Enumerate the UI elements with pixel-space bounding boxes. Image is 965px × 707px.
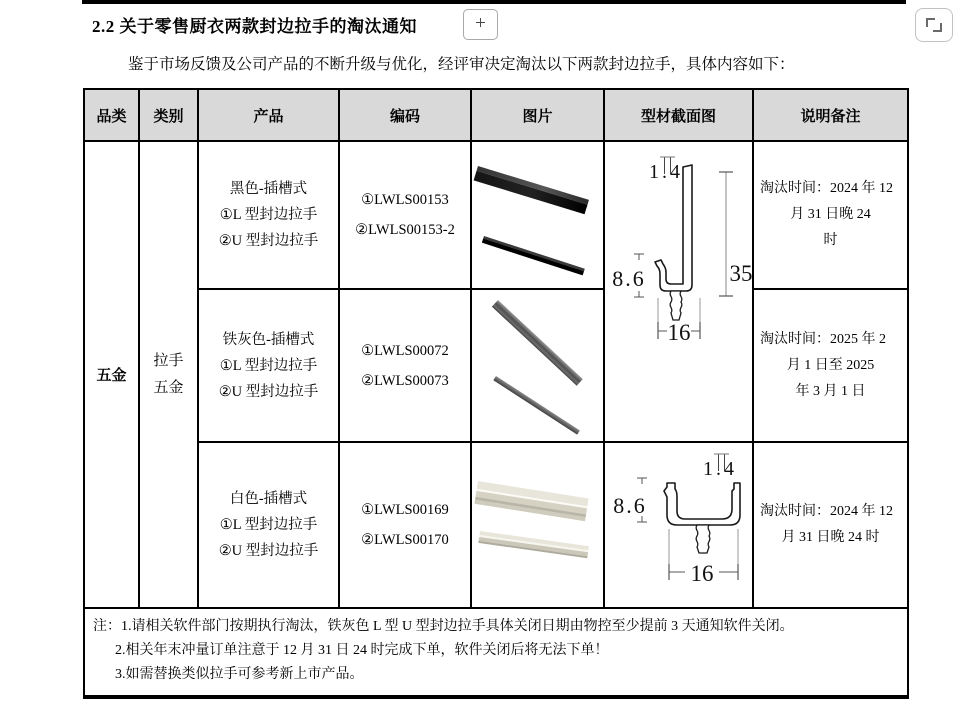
note-line: 2.相关年末冲量订单注意于 12 月 31 日 24 时完成下单，软件关闭后将无法下单！ — [115, 643, 609, 658]
notes-row — [84, 608, 908, 697]
remark-line: 淘汰时间：2024 年 12 — [760, 504, 893, 519]
u-profile-outline — [664, 483, 740, 525]
product-line: ②U 型封边拉手 — [218, 233, 319, 249]
remark-cell-black — [753, 141, 908, 289]
remark-cell-white — [753, 442, 908, 608]
remark-line: 月 31 日晚 24 — [790, 207, 871, 222]
u-profile-cross-section-diagram — [605, 445, 753, 605]
code-line: ①LWLS00153 — [361, 192, 449, 208]
obsolete-handles-table — [83, 88, 909, 699]
product-photo-white-u-handle — [478, 531, 589, 558]
code-line: ②LWLS00073 — [361, 372, 449, 389]
remark-line: 淘汰时间：2025 年 2 — [760, 331, 886, 347]
type-line: 拉手 — [153, 352, 184, 369]
section-cell-u-profile — [604, 442, 753, 608]
intro-text: 鉴于市场反馈及公司产品的不断升级与优化，经评审决定淘汰以下两款封边拉手，具体内容如下： — [128, 56, 795, 73]
product-cell-gray — [198, 289, 339, 442]
dim-width: 16 — [667, 320, 691, 345]
product-line: ①L 型封边拉手 — [219, 517, 318, 533]
expand-button[interactable] — [915, 8, 953, 42]
dim-thickness: 1.4 — [703, 458, 737, 480]
product-line: ②U 型封边拉手 — [218, 383, 319, 400]
remark-cell-gray — [753, 289, 908, 442]
code-line: ②LWLS00170 — [361, 532, 449, 548]
remark-line: 时 — [823, 233, 838, 248]
table-row — [84, 289, 908, 442]
product-cell-white — [198, 442, 339, 608]
profile-barb-stem — [670, 291, 682, 320]
product-line: ②U 型封边拉手 — [218, 543, 319, 559]
notes-cell — [84, 608, 908, 697]
remark-line: 月 1 日至 2025 — [786, 357, 875, 373]
product-cell-black — [198, 141, 339, 289]
code-cell-white — [339, 442, 471, 608]
col-header-product: 产品 — [198, 89, 339, 141]
l-profile-outline — [655, 165, 692, 291]
product-photo-black-l-handle — [474, 166, 589, 214]
table-row — [84, 442, 908, 608]
product-photo-white-l-handle — [474, 481, 588, 521]
fullscreen-icon — [933, 23, 942, 32]
col-header-section: 型材截面图 — [604, 89, 753, 141]
image-cell-gray — [471, 289, 604, 442]
dim-hook: 8.6 — [613, 493, 647, 518]
code-cell-gray — [339, 289, 471, 442]
dim-height: 35 — [729, 261, 753, 286]
profile-barb-stem — [696, 525, 710, 553]
product-line: 黑色-插槽式 — [229, 181, 308, 197]
type-line: 五金 — [153, 379, 184, 396]
section-divider — [82, 0, 906, 4]
plus-icon: + — [475, 13, 486, 34]
col-header-remark: 说明备注 — [753, 89, 908, 141]
product-line: 铁灰色-插槽式 — [222, 331, 315, 348]
code-line: ①LWLS00072 — [361, 342, 449, 359]
col-header-category: 品类 — [84, 89, 139, 141]
table-header-row — [84, 89, 908, 141]
product-line: ①L 型封边拉手 — [219, 357, 318, 374]
image-cell-white — [471, 442, 604, 608]
remark-line: 淘汰时间：2024 年 12 — [760, 181, 893, 196]
image-cell-black — [471, 141, 604, 289]
code-line: ②LWLS00153-2 — [355, 222, 455, 238]
section-cell-l-profile — [604, 141, 753, 442]
product-photo-gray-l-handle — [492, 300, 583, 386]
product-line: 白色-插槽式 — [229, 491, 308, 507]
note-line: 注：1.请相关软件部门按期执行淘汰，铁灰色 L 型 U 型封边拉手具体关闭日期由物控至少提前 3 天通知软件关闭。 — [93, 619, 794, 634]
dim-width: 16 — [690, 561, 714, 586]
code-line: ①LWLS00169 — [361, 502, 449, 518]
l-profile-cross-section-diagram — [605, 150, 753, 350]
category-cell: 五金 — [84, 141, 139, 608]
page-title: 2.2 关于零售厨衣两款封边拉手的淘汰通知 — [92, 17, 417, 36]
col-header-type: 类别 — [139, 89, 198, 141]
note-line: 3.如需替换类似拉手可参考新上市产品。 — [115, 667, 364, 682]
add-button[interactable] — [463, 9, 498, 40]
dim-thickness: 1.4 — [649, 161, 683, 183]
type-cell — [139, 141, 198, 608]
col-header-code: 编码 — [339, 89, 471, 141]
dim-hook: 8.6 — [612, 266, 646, 291]
product-photo-gray-u-handle — [493, 376, 580, 435]
remark-line: 年 3 月 1 日 — [795, 383, 866, 399]
table-row — [84, 141, 908, 289]
remark-line: 月 31 日晚 24 时 — [781, 530, 880, 545]
code-cell-black — [339, 141, 471, 289]
product-line: ①L 型封边拉手 — [219, 207, 318, 223]
product-photo-black-u-handle — [482, 236, 585, 275]
col-header-image: 图片 — [471, 89, 604, 141]
